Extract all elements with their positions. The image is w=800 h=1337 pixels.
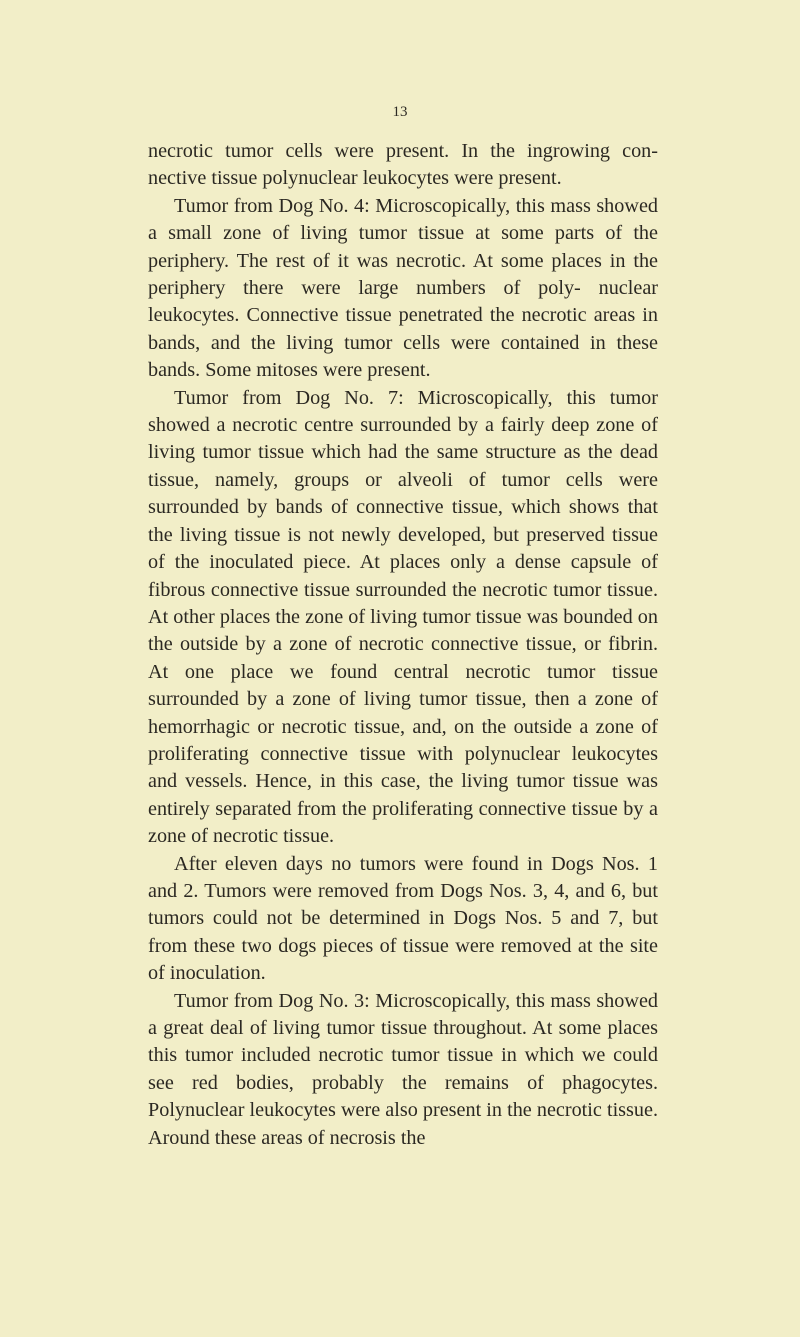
paragraph-dog-3: Tumor from Dog No. 3: Microscopically, this mass showed a great deal of living tumor tissue throughout. At some places this tumor included necrotic tumor tissue in which we could see red bodies, probably the remains of phagocytes. Polynuclear leukocytes were also present in the necrotic tissue. Around these areas of necrosis the	[148, 989, 658, 1149]
paragraph-eleven-days: After eleven days no tumors were found in Dogs Nos. 1 and 2. Tumors were removed from Dogs Nos. 3, 4, and 6, but tumors could not be determined in Dogs Nos. 5 and 7, but from these two dogs pieces of tissue were removed at the site of inoculation.	[148, 852, 658, 985]
paragraph-continuation: necrotic tumor cells were present. In the ingrowing con- nective tissue polynuclear leukocytes were present.	[148, 140, 658, 190]
paragraph-dog-7: Tumor from Dog No. 7: Microscopically, this tumor showed a necrotic centre surrounded by a fairly deep zone of living tumor tissue which had the same structure as the dead tissue, namely, groups or alveoli of tumor cells were surrounded by bands of connective tissue, which shows that the living tissue is not newly developed, but preserved tissue of the inoculated piece. At places only a dense capsule of fibrous connective tissue surrounded the necrotic tumor tissue. At other places the zone of living tumor tissue was bounded on the outside by a zone of necrotic connective tissue, or fibrin. At one place we found central necrotic tumor tissue surrounded by a zone of living tumor tissue, then a zone of hemorrhagic or necrotic tissue, and, on the outside a zone of proliferating connective tissue with polynuclear leukocytes and vessels. Hence, in this case, the living tumor tissue was entirely separated from the proliferating connective tissue by a zone of necrotic tissue.	[148, 386, 658, 848]
body-text	[148, 138, 658, 1152]
page-number: 13	[392, 104, 408, 120]
paragraph-dog-4: Tumor from Dog No. 4: Microscopically, this mass showed a small zone of living tumor tissue at some parts of the periphery. The rest of it was necrotic. At some places in the periphery there were large numbers of poly- nuclear leukocytes. Connective tissue penetrated the necrotic areas in bands, and the living tumor cells were contained in these bands. Some mitoses were present.	[148, 194, 658, 382]
